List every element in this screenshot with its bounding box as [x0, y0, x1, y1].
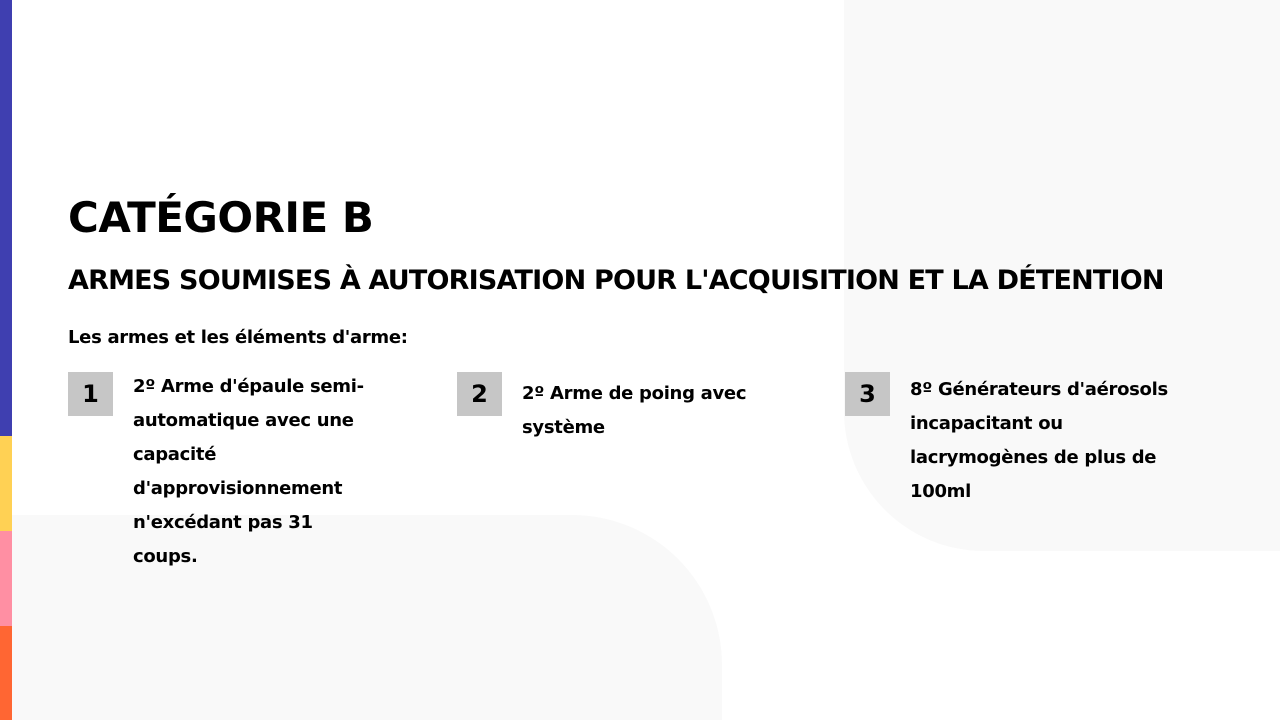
slide-title: CATÉGORIE B: [68, 193, 374, 242]
item-text: 8º Générateurs d'aérosols incapacitant ou lacrymogènes de plus de 100ml: [910, 379, 1168, 502]
intro-text: Les armes et les éléments d'arme:: [68, 327, 408, 348]
item-text: 2º Arme de poing avec système: [522, 383, 747, 438]
slide-subtitle: ARMES SOUMISES À AUTORISATION POUR L'ACQUISITION ET LA DÉTENTION: [68, 265, 1164, 296]
accent-segment-blue: [0, 0, 12, 436]
accent-segment-pink: [0, 531, 12, 626]
item-number-badge: 3: [845, 372, 890, 416]
left-accent-bar: [0, 0, 12, 720]
item-text: 2º Arme d'épaule semi-automatique avec une capacité d'approvisionnement n'excédant pas 31 coups.: [133, 376, 364, 567]
item-number-badge: 2: [457, 372, 502, 416]
item-number-badge: 1: [68, 372, 113, 416]
accent-segment-yellow: [0, 436, 12, 531]
accent-segment-orange: [0, 626, 12, 720]
